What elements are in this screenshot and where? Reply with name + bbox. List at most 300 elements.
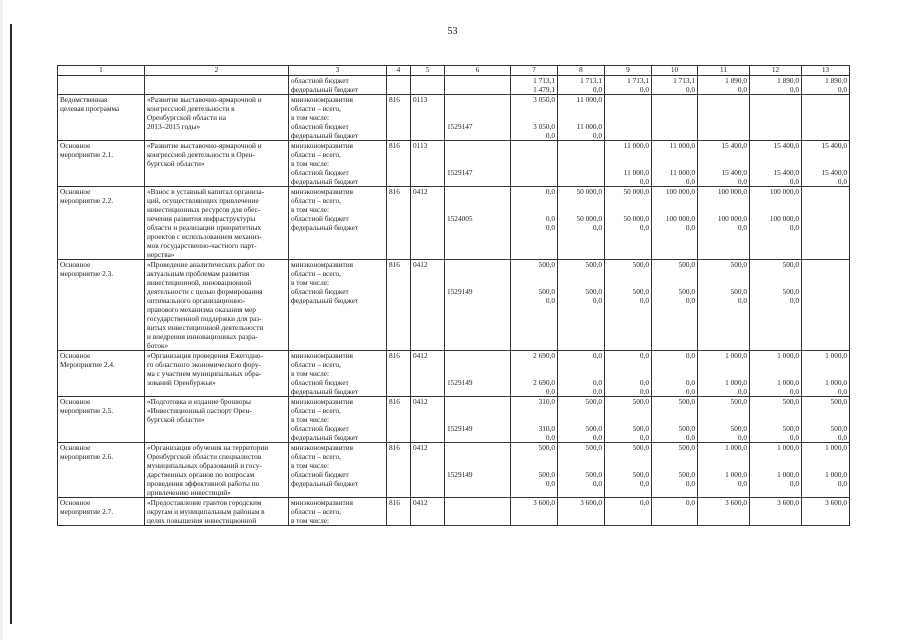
name-cell [145, 260, 289, 351]
funding-source: в том числе: [291, 369, 330, 378]
spacer [447, 196, 508, 205]
amount-value [607, 278, 649, 287]
amount-value: 1 713,1 [627, 76, 649, 85]
grbs-code: 816 [389, 95, 400, 104]
value-cell [511, 95, 558, 141]
program-name-line: актуальным проблемам развития [147, 269, 250, 278]
amount-value [560, 452, 602, 461]
csr-cell [445, 76, 511, 95]
amount-value: 500,0 [678, 397, 695, 406]
amount-value [560, 104, 602, 113]
continuation-row [58, 76, 850, 95]
amount-value: 3 050,0 [533, 95, 555, 104]
value-cell [558, 498, 605, 526]
amount-value [804, 296, 847, 305]
funding-source: федеральный бюджет [291, 387, 359, 396]
amount-value: 100 000,0 [769, 187, 799, 196]
source-cell [289, 351, 387, 397]
value-cell [652, 351, 698, 397]
amount-value [560, 516, 602, 525]
column-number: 13 [802, 66, 850, 76]
amount-value [607, 415, 649, 424]
spacer [447, 452, 508, 461]
value-cell [511, 351, 558, 397]
amount-value: 0,0 [639, 387, 649, 396]
amount-value [607, 507, 649, 516]
amount-value: 0,0 [789, 433, 799, 442]
value-cell [558, 443, 605, 498]
funding-source: области – всего, [291, 150, 341, 159]
amount-value: 11 000,0 [669, 141, 695, 150]
value-cell [605, 443, 652, 498]
amount-value: 1 000,0 [777, 378, 799, 387]
program-status: целевая программа [60, 104, 120, 113]
program-name-line: мов государственно-частного парт- [147, 241, 257, 250]
amount-value [752, 159, 799, 168]
amount-value [752, 415, 799, 424]
amount-value [752, 278, 799, 287]
amount-value [654, 360, 695, 369]
amount-value: 0,0 [789, 177, 799, 186]
amount-value: 0,0 [592, 296, 602, 305]
value-cell [652, 76, 698, 95]
amount-value [654, 150, 695, 159]
amount-value: 1 890,0 [725, 76, 747, 85]
value-cell [605, 498, 652, 526]
amount-value [804, 278, 847, 287]
amount-value: 3 600,0 [580, 498, 602, 507]
spacer [447, 369, 508, 378]
amount-value: 500,0 [585, 287, 602, 296]
status-cell [58, 141, 145, 187]
csr-cell [445, 141, 511, 187]
amount-value [654, 415, 695, 424]
amount-value: 1 713,1 [533, 76, 555, 85]
value-cell [511, 498, 558, 526]
funding-source: в том числе: [291, 205, 330, 214]
amount-value: 500,0 [632, 287, 649, 296]
budget-table [57, 65, 850, 526]
program-status: Основное [60, 397, 91, 406]
amount-value: 15 400,0 [773, 168, 799, 177]
program-name-line [147, 177, 286, 186]
amount-value [752, 205, 799, 214]
amount-value [654, 104, 695, 113]
status-cell [58, 498, 145, 526]
amount-value [752, 461, 799, 470]
amount-value: 1 000,0 [825, 378, 847, 387]
amount-value [607, 131, 649, 140]
amount-value: 0,0 [737, 387, 747, 396]
amount-value: 0,0 [789, 387, 799, 396]
amount-value: 0,0 [545, 187, 555, 196]
amount-value: 500,0 [782, 424, 799, 433]
program-name-line: нерства» [147, 250, 175, 259]
amount-value: 1 000,0 [825, 351, 847, 360]
funding-source: в том числе: [291, 516, 330, 525]
value-cell [802, 397, 850, 443]
status-cell [58, 260, 145, 351]
amount-value [804, 95, 847, 104]
amount-value [607, 95, 649, 104]
amount-value [752, 452, 799, 461]
value-cell [750, 397, 802, 443]
amount-value: 500,0 [830, 424, 847, 433]
amount-value [513, 269, 555, 278]
amount-value: 0,0 [737, 177, 747, 186]
rzpr-code: 0412 [413, 260, 428, 269]
amount-value [700, 159, 747, 168]
value-cell [802, 76, 850, 95]
amount-value [513, 196, 555, 205]
program-name-line: муниципальных образований и госу- [147, 461, 262, 470]
value-cell [750, 76, 802, 95]
amount-value [560, 369, 602, 378]
amount-value: 1 479,1 [533, 85, 555, 94]
funding-source: федеральный бюджет [291, 296, 359, 305]
amount-value: 0,0 [545, 214, 555, 223]
program-name-line: зований Оренбуржья» [147, 378, 216, 387]
amount-value: 1 000,0 [725, 443, 747, 452]
funding-source: областной бюджет [291, 287, 349, 296]
spacer [447, 141, 508, 150]
amount-value [654, 516, 695, 525]
amount-value: 0,0 [789, 296, 799, 305]
program-name-line: целях повышения инвестиционной [147, 516, 257, 525]
amount-value: 0,0 [685, 351, 695, 360]
value-cell [750, 187, 802, 260]
program-name-line: Оренбургской области на [147, 113, 226, 122]
amount-value: 500,0 [538, 470, 555, 479]
value-cell [558, 397, 605, 443]
amount-value [804, 113, 847, 122]
amount-value [513, 159, 555, 168]
source-cell [289, 397, 387, 443]
amount-value: 15 400,0 [773, 141, 799, 150]
funding-source: федеральный бюджет [291, 85, 359, 94]
value-cell [698, 498, 750, 526]
amount-value: 500,0 [585, 397, 602, 406]
column-number: 8 [558, 66, 605, 76]
amount-value: 0,0 [639, 351, 649, 360]
amount-value: 0,0 [737, 85, 747, 94]
program-name-line: печения развития инфраструктуры [147, 214, 256, 223]
source-cell [289, 141, 387, 187]
value-cell [802, 260, 850, 351]
amount-value [560, 159, 602, 168]
amount-value [513, 168, 555, 177]
funding-source: областной бюджет [291, 168, 349, 177]
amount-value: 0,0 [685, 177, 695, 186]
amount-value [752, 95, 799, 104]
amount-value [607, 113, 649, 122]
program-status: Основное [60, 187, 91, 196]
amount-value: 0,0 [639, 223, 649, 232]
amount-value [513, 278, 555, 287]
spacer [447, 443, 508, 452]
amount-value [654, 461, 695, 470]
amount-value [700, 122, 747, 131]
name-cell [145, 141, 289, 187]
value-cell [558, 95, 605, 141]
amount-value [804, 360, 847, 369]
value-cell [605, 95, 652, 141]
value-cell [558, 351, 605, 397]
amount-value [607, 159, 649, 168]
amount-value: 15 400,0 [721, 168, 747, 177]
amount-value: 0,0 [737, 433, 747, 442]
grbs-code: 816 [389, 187, 400, 196]
amount-value: 1 000,0 [725, 378, 747, 387]
amount-value [700, 461, 747, 470]
amount-value [560, 196, 602, 205]
value-cell [511, 141, 558, 187]
value-cell [511, 397, 558, 443]
spacer [447, 205, 508, 214]
amount-value [654, 278, 695, 287]
amount-value [560, 141, 602, 150]
column-number: 7 [511, 66, 558, 76]
funding-source: области – всего, [291, 406, 341, 415]
value-cell [605, 187, 652, 260]
funding-source: федеральный бюджет [291, 131, 359, 140]
amount-value: 500,0 [585, 260, 602, 269]
amount-value: 1 000,0 [725, 470, 747, 479]
value-cell [750, 443, 802, 498]
funding-source: области – всего, [291, 104, 341, 113]
value-cell [750, 95, 802, 141]
spacer [447, 269, 508, 278]
amount-value: 0,0 [789, 479, 799, 488]
program-row [58, 95, 850, 141]
program-status: Основное [60, 141, 91, 150]
amount-value [654, 131, 695, 140]
funding-source: в том числе: [291, 415, 330, 424]
amount-value [560, 269, 602, 278]
amount-value [804, 159, 847, 168]
grbs-code: 816 [389, 498, 400, 507]
amount-value: 0,0 [685, 387, 695, 396]
amount-value [700, 205, 747, 214]
amount-value: 0,0 [639, 498, 649, 507]
amount-value [513, 205, 555, 214]
amount-value: 0,0 [789, 223, 799, 232]
value-cell [511, 76, 558, 95]
funding-source: минэкономразвития [291, 187, 353, 196]
amount-value [700, 95, 747, 104]
column-number: 1 [58, 66, 145, 76]
value-cell [652, 498, 698, 526]
name-cell [145, 498, 289, 526]
value-cell [511, 187, 558, 260]
spacer [447, 461, 508, 470]
amount-value [804, 369, 847, 378]
amount-value: 1 713,1 [673, 76, 695, 85]
amount-value [700, 278, 747, 287]
amount-value [804, 287, 847, 296]
amount-value [513, 113, 555, 122]
program-status: мероприятие 2.1. [60, 150, 114, 159]
funding-source: федеральный бюджет [291, 479, 359, 488]
source-cell [289, 95, 387, 141]
amount-value: 0,0 [545, 296, 555, 305]
amount-value [654, 369, 695, 378]
amount-value: 500,0 [632, 260, 649, 269]
spacer [447, 397, 508, 406]
amount-value [513, 406, 555, 415]
value-cell [511, 443, 558, 498]
amount-value: 500,0 [678, 260, 695, 269]
funding-source: областной бюджет [291, 378, 349, 387]
program-name-line [147, 387, 286, 396]
funding-source: областной бюджет [291, 214, 349, 223]
status-cell [58, 76, 145, 95]
value-cell [750, 260, 802, 351]
funding-source: федеральный бюджет [291, 223, 359, 232]
amount-value: 0,0 [639, 85, 649, 94]
program-name-line: 2013–2015 годы» [147, 122, 201, 131]
funding-source: области – всего, [291, 507, 341, 516]
amount-value [804, 214, 847, 223]
rzpr-cell [411, 187, 445, 260]
source-cell [289, 187, 387, 260]
source-cell [289, 260, 387, 351]
funding-source: минэкономразвития [291, 351, 353, 360]
amount-value [654, 159, 695, 168]
amount-value: 500,0 [678, 424, 695, 433]
amount-value: 0,0 [592, 479, 602, 488]
funding-source: областной бюджет [291, 424, 349, 433]
csr-cell [445, 397, 511, 443]
rzpr-cell [411, 397, 445, 443]
amount-value [607, 369, 649, 378]
program-status: Основное [60, 443, 91, 452]
program-row [58, 397, 850, 443]
program-name-line: го областного экономического фору- [147, 360, 261, 369]
amount-value: 0,0 [737, 223, 747, 232]
amount-value: 3 600,0 [725, 498, 747, 507]
spacer [447, 351, 508, 360]
program-name-line: «Организация обучения на территории [147, 443, 269, 452]
amount-value: 500,0 [585, 443, 602, 452]
program-status: Основное [60, 260, 91, 269]
value-cell [511, 260, 558, 351]
amount-value: 0,0 [592, 131, 602, 140]
value-cell [605, 76, 652, 95]
amount-value [700, 196, 747, 205]
page-edge-shadow [0, 0, 3, 640]
funding-source: минэкономразвития [291, 141, 353, 150]
funding-source: областной бюджет [291, 122, 349, 131]
program-name-line: ма с участием муниципальных обра- [147, 369, 262, 378]
amount-value: 15 400,0 [821, 168, 847, 177]
amount-value: 0,0 [639, 177, 649, 186]
value-cell [558, 141, 605, 187]
amount-value [560, 360, 602, 369]
header-row [58, 66, 850, 76]
program-name-line: привлечению инвестиций» [147, 488, 231, 497]
amount-value: 1 890,0 [825, 76, 847, 85]
spacer [447, 406, 508, 415]
rzpr-code: 0412 [413, 443, 428, 452]
value-cell [652, 141, 698, 187]
program-name-line: и внедрения инновационных разра- [147, 332, 258, 341]
amount-value [607, 516, 649, 525]
column-number: 10 [652, 66, 698, 76]
status-cell [58, 187, 145, 260]
value-cell [750, 351, 802, 397]
amount-value [513, 516, 555, 525]
amount-value: 0,0 [639, 433, 649, 442]
program-status: мероприятие 2.6. [60, 452, 114, 461]
program-row [58, 351, 850, 397]
amount-value: 50 000,0 [576, 214, 602, 223]
funding-source: минэкономразвития [291, 260, 353, 269]
program-name-line: конгрессной деятельности в Орен- [147, 150, 255, 159]
value-cell [802, 95, 850, 141]
program-name-line: витых инвестиционной деятельности [147, 323, 264, 332]
amount-value: 500,0 [782, 260, 799, 269]
program-status: Мероприятие 2.4. [60, 360, 115, 369]
amount-value [752, 122, 799, 131]
amount-value [700, 369, 747, 378]
amount-value [804, 196, 847, 205]
spacer [447, 104, 508, 113]
amount-value [607, 150, 649, 159]
spacer [447, 260, 508, 269]
amount-value [560, 113, 602, 122]
value-cell [605, 397, 652, 443]
amount-value [752, 516, 799, 525]
amount-value: 500,0 [730, 397, 747, 406]
rzpr-code: 0412 [413, 397, 428, 406]
amount-value [513, 461, 555, 470]
amount-value [804, 205, 847, 214]
amount-value [804, 223, 847, 232]
value-cell [605, 141, 652, 187]
csr-cell [445, 498, 511, 526]
amount-value: 310,0 [538, 397, 555, 406]
funding-source: области – всего, [291, 360, 341, 369]
amount-value: 11 000,0 [669, 168, 695, 177]
grbs-cell [387, 397, 411, 443]
name-cell [145, 187, 289, 260]
rzpr-cell [411, 443, 445, 498]
csr-cell [445, 95, 511, 141]
value-cell [698, 76, 750, 95]
amount-value: 0,0 [685, 85, 695, 94]
value-cell [698, 141, 750, 187]
program-name-line: округам и муниципальным районам в [147, 507, 265, 516]
program-name-line: инвестиционных ресурсов для обес- [147, 205, 261, 214]
program-name-line: инвестиционной, инновационной [147, 278, 252, 287]
source-cell [289, 498, 387, 526]
spacer [447, 187, 508, 196]
amount-value [752, 269, 799, 278]
spacer [447, 150, 508, 159]
amount-value [513, 452, 555, 461]
amount-value: 500,0 [538, 260, 555, 269]
amount-value [560, 205, 602, 214]
status-cell [58, 351, 145, 397]
csr-code: 1529149 [447, 378, 473, 387]
amount-value: 500,0 [782, 287, 799, 296]
program-status: мероприятие 2.2. [60, 196, 114, 205]
amount-value [700, 113, 747, 122]
csr-cell [445, 443, 511, 498]
amount-value: 0,0 [592, 223, 602, 232]
program-row [58, 498, 850, 526]
